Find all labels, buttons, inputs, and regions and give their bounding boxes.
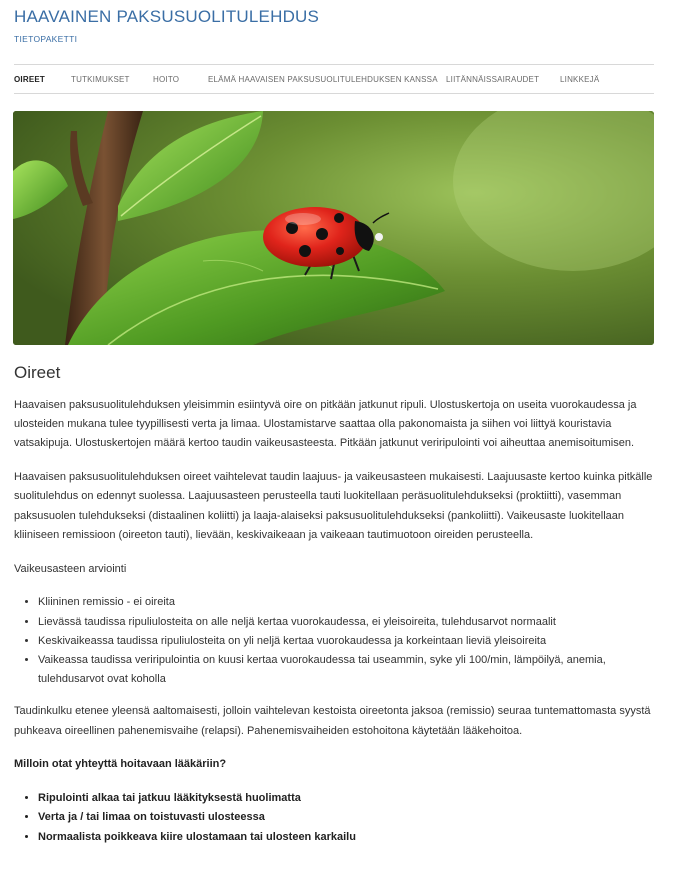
severity-label: Vaikeusasteen arviointi [14,562,127,575]
main-navigation [14,64,654,94]
paragraph-intro: Haavaisen paksusuolitulehduksen yleisimmin esiintyvä oire on pitkään jatkunut ripuli. Ulostuskertoja on useita vuorokaudessa ja ulosteiden mukana tulee tyypillisesti verta ja limaa. Ulostamistarve saattaa olla pakonomaista ja siihen voi liittyä kouristavia vatsakipuja. Ulostuskertojen määrä kertoo taudin vaikeusasteesta. Pitkään jatkunut veriripulointi voi aiheuttaa anemisoitumisen. [14,399,637,450]
site-description: TIETOPAKETTI [14,34,78,44]
list-item: • Kliininen remissio - ei oireita [38,593,658,612]
hero-image [13,111,654,345]
nav-item-liitannaissairaudet[interactable]: LIITÄNNÄISSAIRAUDET [446,75,540,84]
list-item: • Normaalista poikkeava kiire ulostamaan tai ulosteen karkailu [38,828,658,847]
ladybug-on-leaf-illustration [13,111,654,345]
paragraph-extent: Haavaisen paksusuolitulehduksen oireet vaihtelevat taudin laajuus- ja vaikeusasteen mukaisesti. Laajuusaste kertoo kuinka pitkälle suolitulehdus on edennyt suolessa. Laajuusasteen perusteella tauti luokitellaan peräsuolitulehdukseksi (proktiitti), vasemman paksusuolen tulehdukseksi (distaalinen koliitti) ja laaja-alaiseksi paksusuolitulehdukseksi (pankoliitti). Vaikeusaste luokitellaan kliiniseen remissioon (oireeton tauti), lievään, keskivaikeaan ja vaikeaan tautimuotoon oireiden perusteella. [14,471,653,541]
list-item: • Lievässä taudissa ripuliulosteita on alle neljä kertaa vuorokaudessa, ei yleisoireita, tulehdusarvot normaalit [38,613,658,632]
list-item: • Keskivaikeassa taudissa ripuliulosteita on yli neljä kertaa vuorokaudessa ja korkeintaan lieviä yleisoireita [38,632,658,651]
contact-list [14,789,658,847]
nav-item-elama[interactable]: ELÄMÄ HAAVAISEN PAKSUSUOLITULEHDUKSEN KANSSA [208,75,438,84]
contact-heading: Milloin otat yhteyttä hoitavaan lääkäriin? [14,758,227,771]
site-title[interactable]: HAAVAINEN PAKSUSUOLITULEHDUS [14,7,320,26]
list-item: • Verta ja / tai limaa on toistuvasti ulosteessa [38,808,658,827]
severity-list [14,593,658,689]
list-item: • Ripulointi alkaa tai jatkuu lääkityksestä huolimatta [38,789,658,808]
article [14,360,658,860]
nav-item-linkkeja[interactable]: LINKKEJÄ [560,75,600,84]
nav-item-oireet[interactable]: OIREET [14,75,45,84]
paragraph-course: Taudinkulku etenee yleensä aaltomaisesti, jolloin vaihtelevan kestoista oireetonta jaksoa (remissio) seuraa tuntemattomasta syystä puhkeava oireellinen pahenemisvaihe (relapsi). Pahenemisvaiheiden estohoitona käytetään lääkehoitoa. [14,705,651,737]
nav-item-tutkimukset[interactable]: TUTKIMUKSET [71,75,130,84]
page-heading: Oireet [14,363,61,382]
nav-item-hoito[interactable]: HOITO [153,75,180,84]
list-item: • Vaikeassa taudissa veriripulointia on kuusi kertaa vuorokaudessa tai useammin, syke yli 100/min, lämpöilyä, anemia, tulehdusarvot ovat koholla [38,651,658,689]
